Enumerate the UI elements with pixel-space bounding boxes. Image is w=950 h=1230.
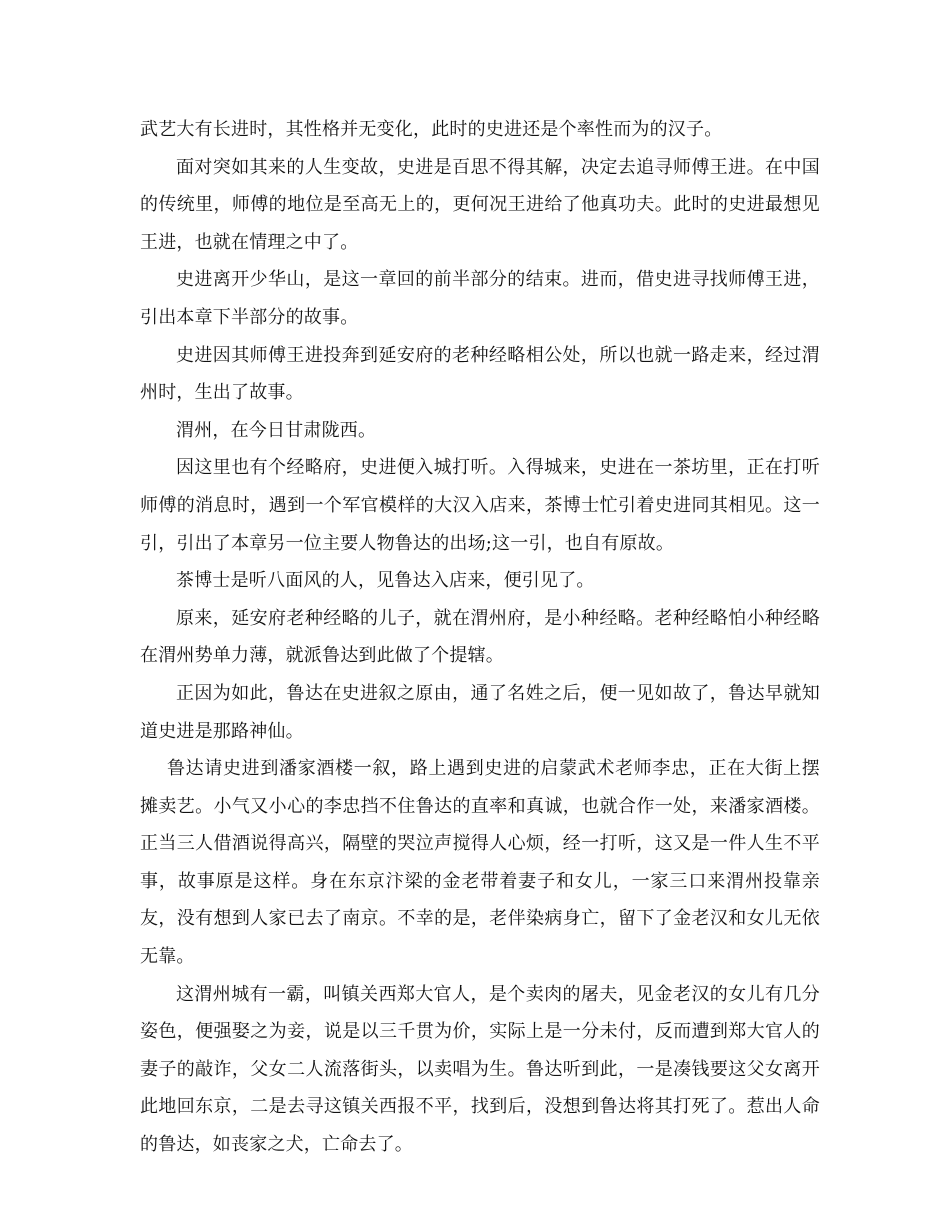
paragraph: 鲁达请史进到潘家酒楼一叙，路上遇到史进的启蒙武术老师李忠，正在大街上摆摊卖艺。小气又小心的李忠挡不住鲁达的直率和真诚，也就合作一处，来潘家酒楼。正当三人借酒说得高兴，隔壁的哭泣声搅得人心烦，经一打听，这又是一件人生不平事，故事原是这样。身在东京汴梁的金老带着妻子和女儿，一家三口来渭州投靠亲友，没有想到人家已去了南京。不幸的是，老伴染病身亡，留下了金老汉和女儿无依无靠。: [140, 758, 820, 968]
paragraph: 因这里也有个经略府，史进便入城打听。入得城来，史进在一茶坊里，正在打听师傅的消息时，遇到一个军官模样的大汉入店来，茶博士忙引着史进同其相见。这一引，引出了本章另一位主要人物鲁达的出场;这一引，也自有原故。: [140, 457, 820, 554]
paragraph: 史进离开少华山，是这一章回的前半部分的结束。进而，借史进寻找师傅王进，引出本章下半部分的故事。: [140, 269, 820, 328]
paragraph: 史进因其师傅王进投奔到延安府的老种经略相公处，所以也就一路走来，经过渭州时，生出了故事。: [140, 344, 820, 404]
body-text: [140, 111, 820, 1164]
paragraph: 原来，延安府老种经略的儿子，就在渭州府，是小种经略。老种经略怕小种经略在渭州势单力薄，就派鲁达到此做了个提辖。: [140, 607, 820, 667]
paragraph: 茶博士是听八面风的人，见鲁达入店来，便引见了。: [176, 570, 595, 592]
paragraph: 武艺大有长进时，其性格并无变化，此时的史进还是个率性而为的汉子。: [140, 119, 723, 140]
paragraph: 面对突如其来的人生变故，史进是百思不得其解，决定去追寻师傅王进。在中国的传统里，师傅的地位是至高无上的，更何况王进给了他真功夫。此时的史进最想见王进，也就在情理之中了。: [140, 156, 820, 253]
paragraph: 渭州，在今日甘肃陇西。: [176, 419, 377, 441]
paragraph: 这渭州城有一霸，叫镇关西郑大官人，是个卖肉的屠夫，见金老汉的女儿有几分姿色，便强娶之为妾，说是以三千贯为价，实际上是一分未付，反而遭到郑大官人的妻子的敲诈，父女二人流落街头，以卖唱为生。鲁达听到此，一是凑钱要这父女离开此地回东京，二是去寻这镇关西报不平，找到后，没想到鲁达将其打死了。惹出人命的鲁达，如丧家之犬，亡命去了。: [140, 983, 820, 1156]
paragraph: 正因为如此，鲁达在史进叙之原由，通了名姓之后，便一见如故了，鲁达早就知道史进是那路神仙。: [140, 682, 820, 742]
